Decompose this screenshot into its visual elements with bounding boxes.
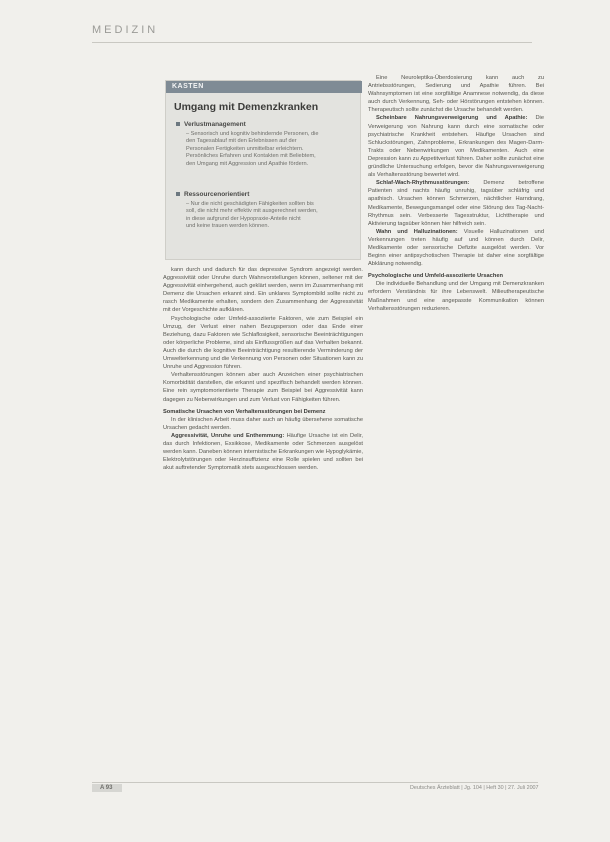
paragraph — [368, 114, 544, 179]
info-box-section-2-heading: Ressourcenorientiert — [176, 191, 249, 198]
info-box-title: Umgang mit Demenzkranken — [174, 101, 319, 113]
bullet-icon — [176, 122, 180, 126]
paragraph-text: kann durch und dadurch für das depressive Syndrom angezeigt werden. Aggressivität oder Unruhe durch Wahnvorstellungen können, seltener mit der Aggressivität einhergehend, auch geklärt werden, wenn im Zusammenhang mit Demenz die Ursachen erkannt sind. Ein unklares Symptombild sollte nicht zu rasch Medikamente erhalten, sondern den Zusammenhang der Aggressivität mit der Vorgeschichte aufklären. — [163, 267, 363, 314]
paragraph — [163, 416, 363, 432]
info-box — [165, 80, 361, 260]
paragraph — [368, 179, 544, 228]
info-box-section-1-heading: Verlustmanagement — [176, 121, 246, 128]
paragraph-text: Eine Neuroleptika-Überdosierung kann auch zu Antriebsstörungen, Sedierung und Apathie führen. Bei Wahnsymptomen ist eine sorgfältige Anamnese notwendig, da diese auch durch Verkennung, Seh- oder Hörstörungen entstehen können. Therapeutisch sollte zunächst die Ursache behandelt werden. — [368, 75, 544, 114]
left-column — [163, 266, 363, 472]
paragraph — [368, 280, 544, 312]
run-in-heading: Wahn und Halluzinationen: — [376, 228, 458, 235]
paragraph-text: Psychologische oder Umfeld-assoziierte Faktoren, wie zum Beispiel ein Umzug, der Verlust einer nahen Bezugsperson oder das Ende einer Beziehung, dazu Faktoren wie Schlaflosigkeit, sensorische Beeinträchtigungen oder körperliche Probleme, sind als Einflussgrößen auf das Verhalten bekannt. Auch die durch die kognitive Beeinträchtigung resultierende Verminderung der Umwelterkennung und die Verkennung von Personen oder Situationen kann zu Unruhe und Aggression führen. — [163, 315, 363, 371]
run-in-heading: Schlaf-Wach-Rhythmusstörungen: — [376, 180, 470, 187]
paragraph-text: Häufige Ursache ist ein Delir, das durch Infektionen, Exsikkose, Medikamente oder Schmerzen ausgelöst werden kann. Daneben können internistische Erkrankungen wie Hypoglykämie, Elektrolytstörungen oder Herzinsuffizienz eine Rolle spielen und sollten bei akut auftretender Symptomatik stets ausgeschlossen werden. — [163, 432, 363, 472]
info-box-tag: KASTEN — [166, 81, 362, 93]
journal-citation: Deutsches Ärzteblatt | Jg. 104 | Heft 30 | 27. Juli 2007 — [410, 785, 539, 791]
paragraph — [163, 266, 363, 315]
paragraph-text: Die Verweigerung von Nahrung kann durch eine somatische oder psychiatrische Krankheit entstehen. Häufige Ursachen sind Schluckstörungen, Zahnprobleme, Erkrankungen des Magen-Darm-Trakts oder Nebenwirkungen von Medikamenten. Auch eine Depression kann zu Appetitverlust führen. Daher sollte zunächst eine gründliche Untersuchung erfolgen, bevor die Nahrungsverweigerung als Verhaltensstörung bewertet wird. — [368, 115, 544, 179]
paragraph-text: In der klinischen Arbeit muss daher auch an häufig übersehene somatische Ursachen gedacht werden. — [163, 416, 363, 431]
paragraph — [163, 315, 363, 372]
paragraph — [163, 371, 363, 403]
paragraph-text: Visuelle Halluzinationen und Verkennungen treten häufig auf und können durch Delir, Medikamente oder sensorische Defizite ausgelöst werden. Vor Beginn einer antipsychotischen Therapie ist daher eine sorgfältige Abklärung notwendig. — [368, 228, 544, 268]
running-head: MEDIZIN — [92, 24, 159, 36]
paragraph — [368, 74, 544, 114]
run-in-heading: Aggressivität, Unruhe und Enthemmung: — [171, 432, 285, 439]
right-column — [368, 74, 544, 313]
info-box-section-2-text: – Nur die nicht geschädigten Fähigkeiten sollten bis soll, die nicht mehr effektiv mit ausgerechnet werden, in diese aufgrund der Hypopraxie-Anteile nicht und keine trauen werden können. — [186, 201, 318, 230]
info-box-section-1-text: – Sensorisch und kognitiv behindernde Personen, die den Tagesablauf mit den Erlebnissen auf der Personalen Fertigkeiten unmittelbar erleichtern. Persönliches Erfahren und Kontakten mit Beliebtem, den Umgang mit Aggression und Apathie fördern. — [186, 131, 319, 167]
bullet-icon — [176, 192, 180, 196]
paragraph-text: Verhaltensstörungen können aber auch Anzeichen einer psychiatrischen Komorbidität darstellen, die erkannt und spezifisch behandelt werden können. Eine rein symptomorientierte Therapie zum Beispiel bei Aggressivität kann dagegen zu Nebenwirkungen und zum Verlust von Fähigkeiten führen. — [163, 372, 363, 403]
page-number: A 93 — [100, 785, 113, 791]
footer-rule — [92, 782, 538, 783]
section-heading: Psychologische und Umfeld-assoziierte Ursachen — [368, 273, 503, 280]
paragraph-text: Demenz betroffene Patienten sind nachts häufig unruhig, tagsüber schläfrig und apathisch. Ursachen können Schmerzen, nächtlicher Harndrang, Medikamente, Bewegungsmangel oder eine Störung des Tag-Nacht-Rhythmus sein. Verbesserte Tagesstruktur, Lichttherapie und Aktivierung tagsüber können hier hilfreich sein. — [368, 180, 544, 227]
run-in-heading: Scheinbare Nahrungsverweigerung und Apathie: — [376, 115, 528, 122]
section-heading: Somatische Ursachen von Verhaltensstörungen bei Demenz — [163, 408, 326, 415]
paragraph — [368, 228, 544, 268]
paragraph-text: Die individuelle Behandlung und der Umgang mit Demenzkranken erfordern Verständnis für ihre Lebenswelt. Milieutherapeutische Maßnahmen und eine angepasste Kommunikation können Verhaltensstörungen reduzieren. — [368, 281, 544, 312]
header-rule — [92, 42, 532, 43]
paragraph — [163, 432, 363, 472]
